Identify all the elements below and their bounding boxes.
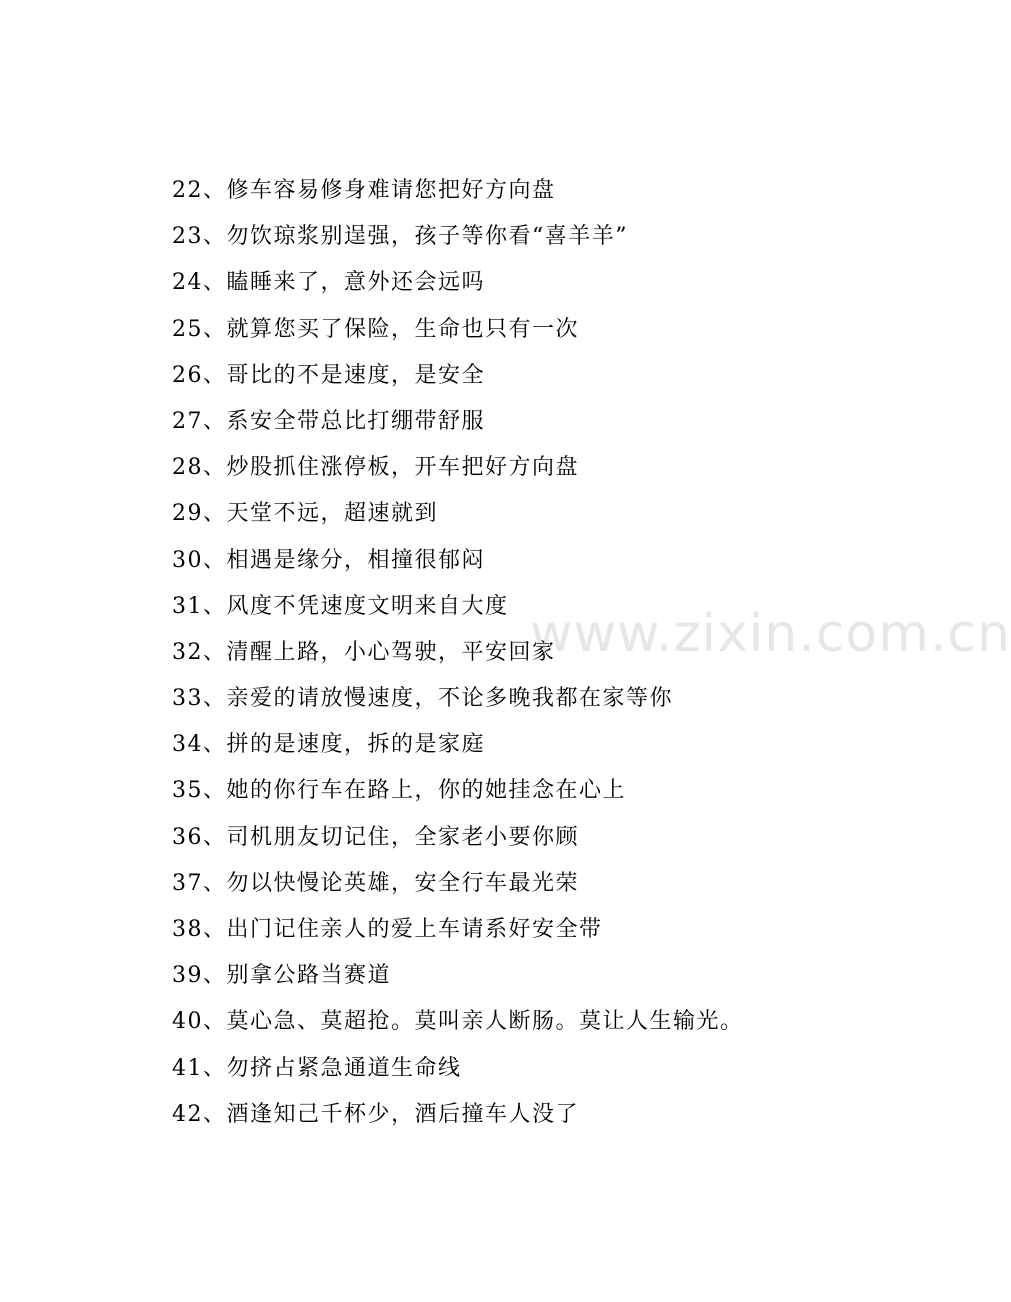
list-item: 39、别拿公路当赛道: [172, 963, 391, 989]
list-item: 32、清醒上路，小心驾驶，平安回家: [172, 639, 556, 665]
list-item: 33、亲爱的请放慢速度，不论多晚我都在家等你: [172, 686, 673, 712]
list-item: 36、司机朋友切记住，全家老小要你顾: [172, 824, 579, 850]
list-item: 22、修车容易修身难请您把好方向盘: [172, 178, 556, 203]
list-item: 38、出门记住亲人的爱上车请系好安全带: [172, 917, 603, 942]
list-item: 34、拼的是速度，拆的是家庭: [172, 732, 485, 758]
list-item: 29、天堂不远，超速就到: [172, 501, 438, 527]
list-item: 30、相遇是缘分，相撞很郁闷: [172, 547, 485, 573]
list-item: 28、炒股抓住涨停板，开车把好方向盘: [172, 455, 579, 481]
list-item: 24、瞌睡来了，意外还会远吗: [172, 270, 485, 296]
list-item: 37、勿以快慢论英雄，安全行车最光荣: [172, 870, 579, 896]
watermark: www.zixin.com.cn: [530, 604, 1011, 664]
slogan-list: [172, 168, 744, 1138]
list-item: 42、酒逢知己千杯少，酒后撞车人没了: [172, 1101, 579, 1127]
list-item: 27、系安全带总比打绷带舒服: [172, 408, 485, 434]
list-item: 35、她的你行车在路上，你的她挂念在心上: [172, 778, 626, 804]
list-item: 31、风度不凭速度文明来自大度: [172, 593, 509, 619]
list-item: 25、就算您买了保险，生命也只有一次: [172, 316, 579, 342]
list-item: 40、莫心急、莫超抢。莫叫亲人断肠。莫让人生输光。: [172, 1009, 744, 1035]
list-item: 41、勿挤占紧急通道生命线: [172, 1055, 462, 1081]
list-item: 23、勿饮琼浆别逞强，孩子等你看“喜羊羊”: [172, 224, 628, 250]
list-item: 26、哥比的不是速度，是安全: [172, 362, 485, 388]
